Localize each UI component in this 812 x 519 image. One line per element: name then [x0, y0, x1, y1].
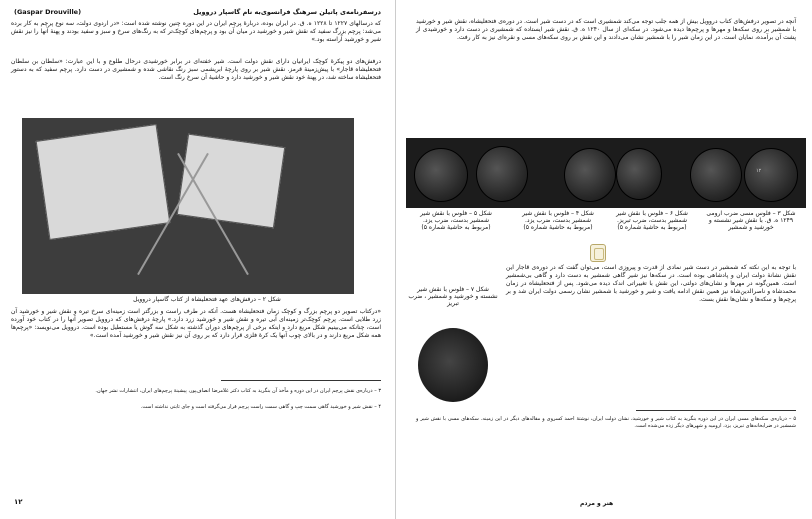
paragraph-3: «درکتاب تصویر دو پرچم بزرگ و کوچک زمان فتحعلیشاه هست. آنکه در طرف راست و بزرگتر است زمینه‌ای سرخ تیره و نقش شیر و خورشید آن زرد طلایی است. پرچم کوچک‌تر زمینه‌ای آبی تیره و نقش شیر و خورشید زرد دارد.» پارچهٔ درفش‌های که دروویل تصویر آنها را در کتاب خود آورده است، چنانکه می‌بینیم شکل مربع دارد و اینکه برخی از پرچم‌های دوران گذشته به شکل سه گوش یا مستطیل بوده است. دروویل می‌نویسد: «پرچم‌ها همه شکل مربع دارند و در بالای چوب آنها یک کرهٔ فلزی قرار دارد که بر روی آن نیز نقش شیر و خورشید آمده است.» — [11, 308, 381, 339]
coin-label-12: ۱۲ — [756, 168, 762, 174]
coin-image-6 — [616, 148, 662, 200]
coin-image-5b — [476, 146, 528, 202]
flags-photo — [22, 118, 354, 294]
figure-4-caption: شکل ۴ – فلوس با نقش شیر شمشیر بدست، ضرب یزد. (مربوط به حاشیهٔ شماره ۵) — [522, 210, 594, 231]
coin-image-3b — [744, 148, 798, 202]
footnote-3: ۳ – درباره‌ی نقش پرچم ایران در این دوره و مآخذ آن بنگرید به کتاب دکتر غلامرضا انصاف‌پور، پیشینهٔ پرچم‌های ایران، انتشارات نشر جهان. — [95, 388, 381, 394]
journal-name-footer: هنر و مردم — [580, 500, 614, 507]
figure-5-caption: شکل ۵ – فلوس با نقش شیر شمشیر بدست، ضرب یزد. (مربوط به حاشیهٔ شماره ۵) — [420, 210, 492, 231]
page-number: ۱۲ — [14, 498, 23, 506]
library-stamp-image — [590, 244, 606, 262]
flag-left-image — [36, 124, 171, 240]
right-paragraph-2: با توجه به این نکته که شمشیر در دست شیر نمادی از قدرت و پیروزی است، می‌توان گفت که در دوره‌ی قاجار این نقش نشانهٔ دولت ایران و پادشاهی بوده است. در سکه‌ها نیز شیر گاهی شمشیر به دست دارد و گاهی بی‌شمشیر است. همین‌گونه در مهرها و نشان‌های دولتی، این نقش با تغییراتی اندک دیده می‌شود. پس از فتحعلیشاه در زمان محمدشاه و ناصرالدین‌شاه نیز همین نقش ادامه یافت و شیر و خورشید با شمشیر نشان رسمی دولت ایران شد و بر پرچم‌ها و سکه‌ها و نشان‌ها نقش بست. — [506, 264, 796, 303]
paragraph-2: درفش‌های دو پیکرهٔ کوچک ایرانیان دارای نقش دولت است. شیر خفته‌ای در برابر خورشیدی درحال طلوع و با این عبارت: «سلطان بن سلطان فتحعلیشاه قاجار» با پیش‌زمینهٔ قرمز. نقش شیر بر روی پارچهٔ ابریشمی سبز رنگ نقاشی شده و شمشیری در دست دارد. پرچم سفید که به دستور فتحعلیشاه ساخته شد، در پهنهٔ خود نقش شیر و خورشید دارد و حاشیهٔ آن سرخ رنگ است. — [11, 58, 381, 81]
figure-6-caption: شکل ۶ – فلوس با نقش شیر شمشیر بدست، ضرب تبریز. (مربوط به حاشیهٔ شماره ۵) — [616, 210, 688, 231]
right-paragraph-1: آنچه در تصویر درفش‌های کتاب دروویل بیش از همه جلب توجه می‌کند شمشیری است که در دست شیر است. در دوره‌ی فتحعلیشاه، نقش شیر و خورشید با شمشیر بر روی سکه‌ها و مهرها و پرچم‌ها دیده می‌شود. در سکه‌ای از سال ۱۲۴۰ ه. ق. نقش شیر ایستاده که شمشیری در دست دارد و خورشیدی از پشت آن برآمده، نمایان است. در این زمان شیر را با شمشیر نشان می‌دادند و این نقش بر روی سکه‌های مسی و نقره‌ای نیز به کار رفت. — [416, 18, 796, 41]
figure-3-caption: شکل ۳ – فلوس مسی ضرب ارومی ۱۲۴۹ ه. ق. با نقش شیر نشسته و خورشید و شمشیر — [706, 210, 796, 231]
footnote-5: ۵ – درباره‌ی سکه‌های مسی ایران در این دوره بنگرید به کتاب شیر و خورشید، نشان دولت ایران، نوشتهٔ احمد کسروی و مقاله‌های دیگر در این زمینه. سکه‌های مسی با نقش شیر و شمشیر در ضرابخانه‌های تبریز، یزد، ارومیه و شهرهای دیگر زده می‌شده است. — [416, 416, 796, 429]
title-persian: درسفرنامه‌ی پاتیلن سرهنگ فرانسوی‌به‌ نام گاسپار دروویل — [193, 8, 381, 16]
right-page — [400, 0, 812, 519]
coins-photo-strip — [406, 138, 806, 208]
footnote-4: ۴ – نقش شیر و خورشید گاهی سمت چپ و گاهی سمت راست پرچم قرار می‌گرفته است و جای ثابتی نداشته است. — [140, 404, 381, 410]
paragraph-1: که درسالهای ۱۲۲۷ تا ۱۲۲۸ ه. ق. در ایران بوده، دربارهٔ پرچم ایران در این دوره چنین نوشته شده است: «در اردوی دولت، سه نوع پرچم به کار برده می‌شد: پرچم بزرگ سفید که نقش شیر و خورشید در میان آن بود و پرچم‌های کوچک‌تر که به رنگ‌های سرخ و سبز و سفید بودند و پهنهٔ آنها را نیز نقش شیر و خورشید آراسته بود.» — [11, 20, 382, 43]
figure-2-caption: شکل ۲ – درفش‌های عهد فتحعلیشاه از کتاب گاسپار دروویل — [133, 296, 281, 303]
coin-image-7 — [418, 328, 488, 402]
title-latin: (Gaspar Drouville) — [14, 8, 82, 16]
coin-image-4 — [564, 148, 616, 202]
footnote-rule — [221, 380, 381, 381]
right-footnote-rule — [636, 410, 796, 411]
left-page — [0, 0, 396, 519]
section-title — [193, 8, 381, 16]
figure-7-caption: شکل ۷ – فلوس با نقش شیر نشسته و خورشید و شمشیر ، ضرب تبریز — [408, 286, 498, 307]
coin-image-3a — [690, 148, 742, 202]
coin-image-5 — [414, 148, 468, 202]
